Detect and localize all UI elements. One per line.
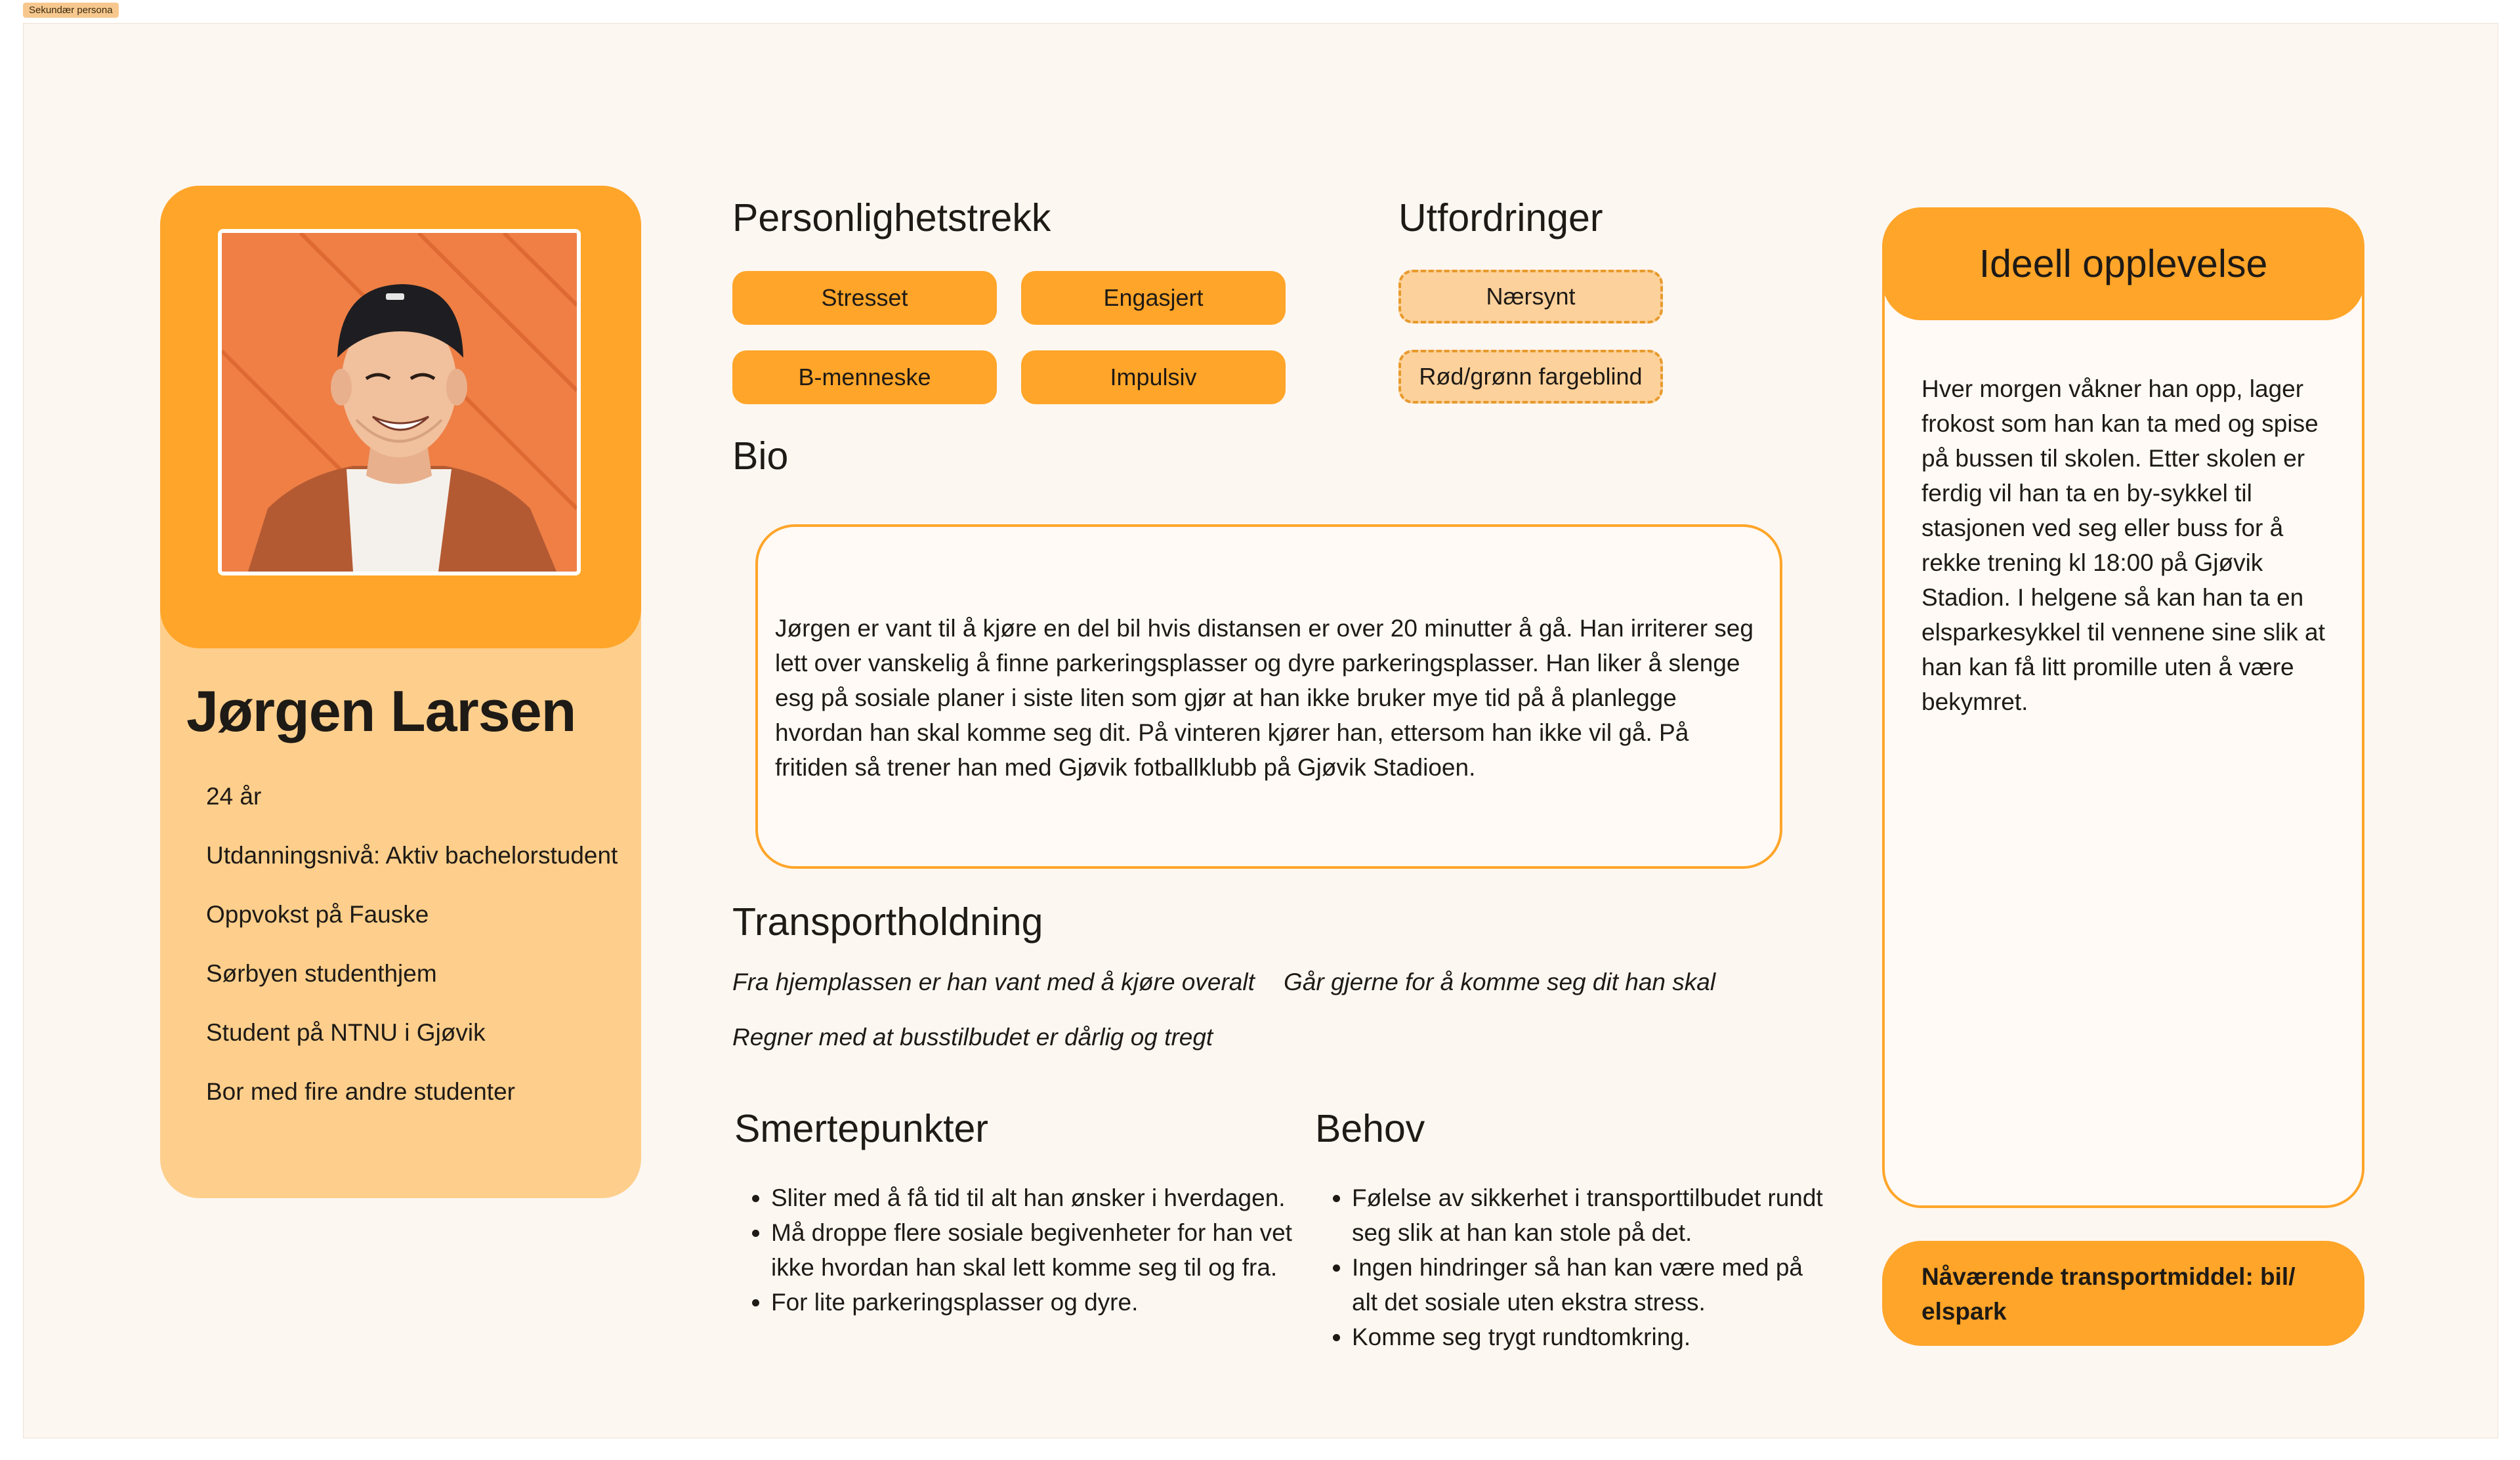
portrait-illustration [222, 233, 577, 572]
profile-card [160, 186, 641, 1198]
transport-attitude-item: Regner med at busstilbudet er dårlig og tregt [732, 1024, 1213, 1051]
challenge-tag-naersynt: Nærsynt [1398, 270, 1663, 323]
trait-tag-stresset: Stresset [732, 271, 997, 325]
fact-housing: Sørbyen studenthjem [206, 960, 437, 987]
frame-label[interactable]: Sekundær persona [23, 3, 119, 18]
list-item: • Må droppe flere sosiale begivenheter for han vet ikke hvordan han skal lett komme seg til og fra. [771, 1215, 1312, 1285]
profile-photo [218, 229, 581, 575]
challenges-title: Utfordringer [1398, 196, 1603, 240]
transport-attitude-title: Transportholdning [732, 900, 1043, 944]
fact-hometown: Oppvokst på Fauske [206, 901, 429, 928]
list-item: • Følelse av sikkerhet i transporttilbudet rundt seg slik at han kan stole på det. [1352, 1180, 1827, 1250]
traits-title: Personlighetstrekk [732, 196, 1051, 240]
list-item: • Komme seg trygt rundtomkring. [1352, 1320, 1827, 1354]
list-item: • For lite parkeringsplasser og dyre. [771, 1285, 1312, 1320]
fact-education: Utdanningsnivå: Aktiv bachelorstudent [206, 842, 618, 869]
trait-tag-engasjert: Engasjert [1021, 271, 1286, 325]
challenge-tag-colorblind: Rød/grønn fargeblind [1398, 350, 1663, 404]
transport-attitude-item: Fra hjemplassen er han vant med å kjøre overalt [732, 969, 1255, 995]
list-item: • Ingen hindringer så han kan være med på alt det sosiale uten ekstra stress. [1352, 1250, 1827, 1320]
pain-points-title: Smertepunkter [734, 1107, 988, 1150]
persona-name: Jørgen Larsen [186, 678, 576, 743]
bio-title: Bio [732, 434, 789, 478]
current-transport-box: Nåværende transportmiddel: bil/ elspark [1882, 1241, 2364, 1346]
fact-school: Student på NTNU i Gjøvik [206, 1019, 486, 1046]
needs-title: Behov [1315, 1107, 1425, 1150]
trait-tag-impulsiv: Impulsiv [1021, 350, 1286, 404]
fact-age: 24 år [206, 783, 262, 810]
trait-tag-b-menneske: B-menneske [732, 350, 997, 404]
needs-list [1315, 1180, 1827, 1354]
ideal-experience-text: Hver morgen våkner han opp, lager frokost som han kan ta med og spise på bussen til skolen. Etter skolen er ferdig vil han ta en by-sykkel til stasjonen ved seg eller buss for å rekke trening kl 18:00 på Gjøvik Stadion. I helgene så kan han ta en elsparkesykkel til vennene sine slik at han kan få litt promille uten å være bekymret. [1922, 375, 2325, 715]
bio-text: Jørgen er vant til å kjøre en del bil hvis distansen er over 20 minutter å gå. Han irriterer seg lett over vanskelig å finne parkeringsplasser og dyre parkeringsplasser. Han liker å slenge esg på sosiale planer i siste liten som gjør at han ikke bruker mye tid på å planlegge hvordan han skal komme seg dit. På vinteren kjører han, ettersom han ikke vil gå. På fritiden så trener han med Gjøvik fotballklubb på Gjøvik Stadioen. [775, 615, 1754, 781]
ideal-experience-title: Ideell opplevelse [1882, 207, 2364, 320]
pain-points-list [734, 1180, 1312, 1320]
persona-frame [23, 23, 2498, 1438]
list-item: • Sliter med å få tid til alt han ønsker i hverdagen. [771, 1180, 1312, 1215]
transport-attitude-item: Går gjerne for å komme seg dit han skal [1284, 969, 1716, 995]
persona-facts [206, 783, 618, 1137]
fact-roommates: Bor med fire andre studenter [206, 1078, 515, 1105]
